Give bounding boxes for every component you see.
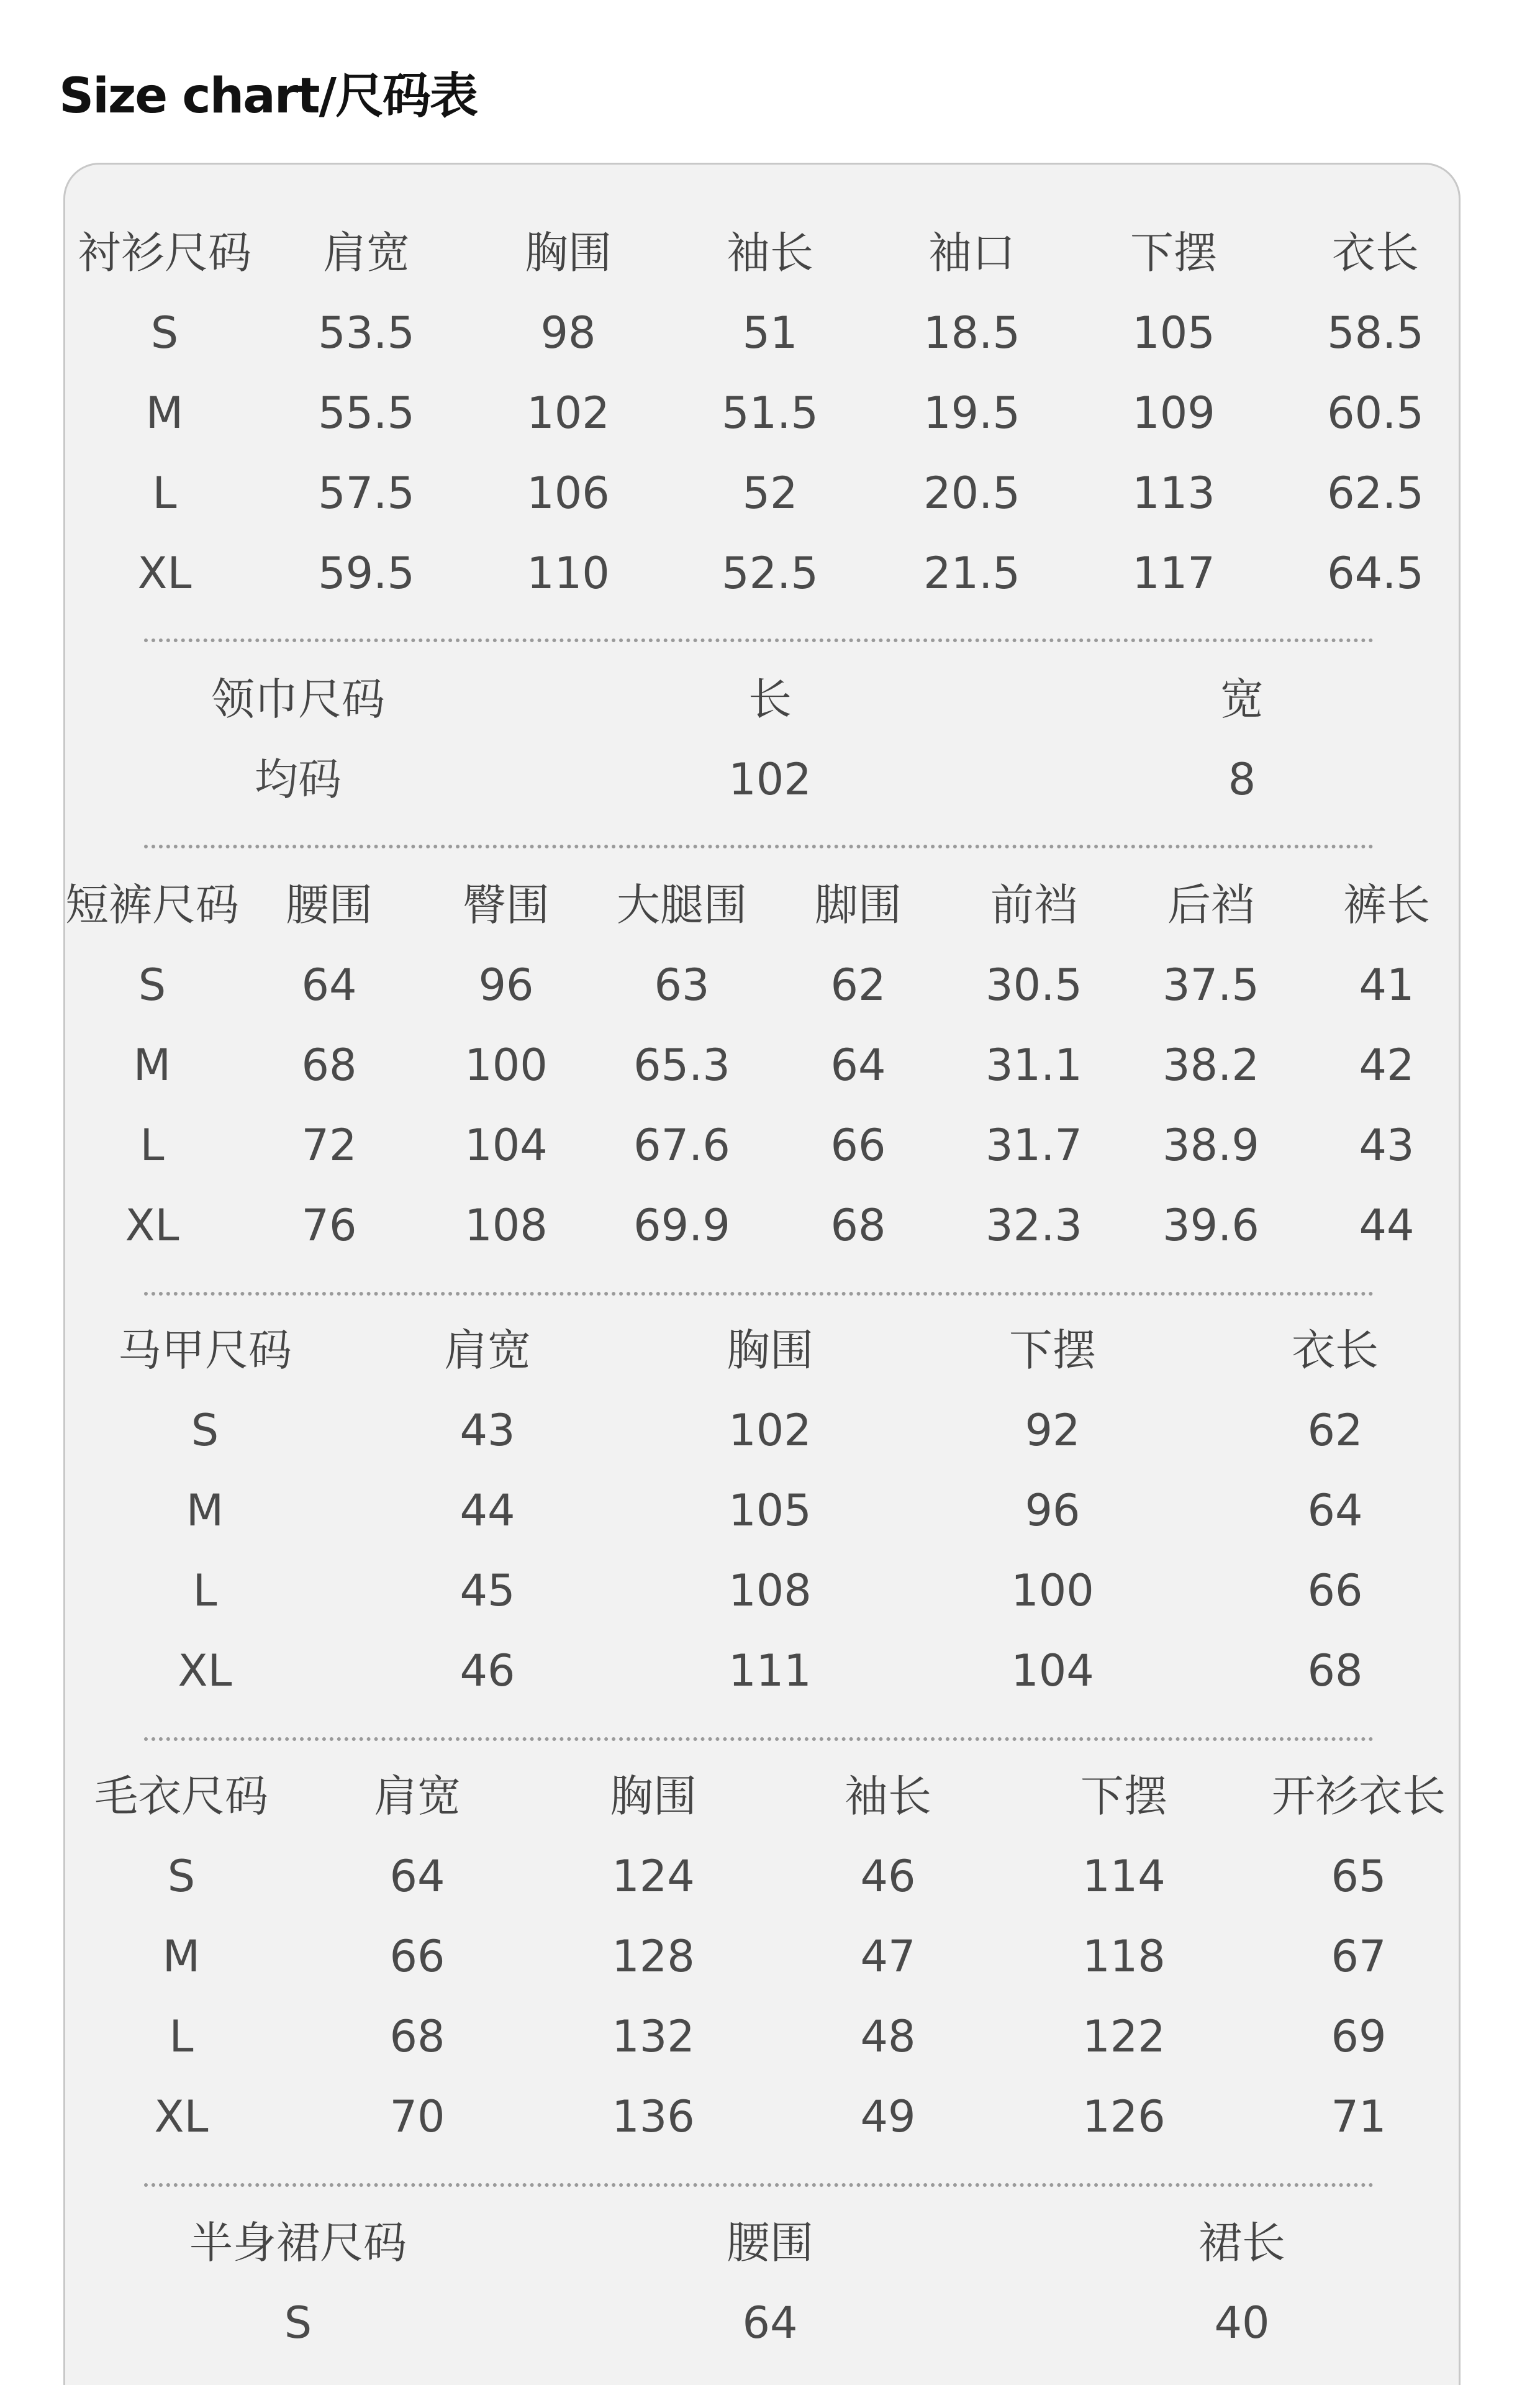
table-cell: 69.9 [633, 1200, 730, 1251]
table-cell: 55.5 [318, 388, 415, 438]
table-cell: 62 [1307, 1405, 1363, 1456]
table-cell: 136 [612, 2091, 695, 2142]
table-cell: 122 [1082, 2011, 1166, 2062]
table-cell: 44 [1359, 1200, 1415, 1251]
table-cell: 105 [1132, 307, 1215, 358]
table-cell: 100 [1011, 1565, 1094, 1616]
column-header: 裙长 [1198, 2217, 1285, 2268]
column-header: 衬衫尺码 [78, 227, 251, 278]
table-cell: 48 [860, 2011, 916, 2062]
table-cell: 72 [301, 1120, 357, 1171]
table-row [0, 945, 1540, 1025]
table-cell: 126 [1082, 2091, 1166, 2142]
size-label: S [150, 307, 179, 358]
table-cell: 114 [1082, 1851, 1166, 1902]
table-row [0, 1917, 1540, 1996]
size-label: S [167, 1851, 196, 1902]
table-row [0, 1391, 1540, 1470]
table-row [0, 453, 1540, 533]
section-divider [144, 2183, 1374, 2187]
table-cell: 38.9 [1162, 1120, 1259, 1171]
table-cell: 43 [460, 1405, 515, 1456]
column-header: 胸围 [525, 227, 612, 278]
shirt-header-row [0, 213, 1540, 293]
size-label: M [133, 1040, 171, 1091]
table-cell: 110 [527, 548, 610, 599]
column-header: 下摆 [1130, 227, 1217, 278]
column-header: 短裤尺码 [65, 879, 239, 930]
column-header: 领巾尺码 [211, 674, 385, 725]
size-label: M [145, 388, 184, 438]
table-cell: 51.5 [722, 388, 818, 438]
table-cell: 96 [478, 960, 534, 1011]
table-cell: 64 [742, 2297, 798, 2348]
shorts-header-row [0, 865, 1540, 945]
table-cell: 66 [1307, 1565, 1363, 1616]
table-cell: 42 [1359, 1040, 1415, 1091]
column-header: 袖长 [727, 227, 813, 278]
column-header: 马甲尺码 [118, 1325, 292, 1376]
table-cell: 38.2 [1162, 1040, 1259, 1091]
table-cell: 65.3 [633, 1040, 730, 1091]
table-cell: 20.5 [923, 468, 1020, 519]
table-cell: 39.6 [1162, 1200, 1259, 1251]
column-header: 臀围 [463, 879, 550, 930]
size-label: 均码 [255, 754, 342, 805]
size-label: XL [178, 1645, 232, 1696]
table-cell: 68 [301, 1040, 357, 1091]
table-row [0, 1997, 1540, 2076]
column-header: 袖长 [845, 1771, 931, 1822]
table-cell: 64 [1307, 1485, 1363, 1536]
column-header: 胸围 [610, 1771, 697, 1822]
column-header: 下摆 [1009, 1325, 1096, 1376]
page-title: Size chart/尺码表 [59, 68, 478, 124]
table-cell: 102 [728, 754, 812, 805]
table-cell: 52.5 [722, 548, 818, 599]
table-cell: 96 [1025, 1485, 1080, 1536]
table-row [0, 1025, 1540, 1105]
column-header: 胸围 [727, 1325, 813, 1376]
section-divider [144, 638, 1374, 642]
size-label: L [169, 2011, 194, 2062]
table-cell: 67.6 [633, 1120, 730, 1171]
size-label: S [284, 2297, 312, 2348]
size-label: XL [125, 1200, 179, 1251]
column-header: 下摆 [1080, 1771, 1167, 1822]
table-cell: 66 [830, 1120, 886, 1171]
table-cell: 44 [460, 1485, 515, 1536]
table-cell: 117 [1132, 548, 1215, 599]
table-cell: 41 [1359, 960, 1415, 1011]
table-cell: 132 [612, 2011, 695, 2062]
table-cell: 43 [1359, 1120, 1415, 1171]
table-cell: 59.5 [318, 548, 415, 599]
table-cell: 31.1 [985, 1040, 1082, 1091]
table-cell: 46 [860, 1851, 916, 1902]
table-row [0, 1551, 1540, 1630]
table-cell: 47 [860, 1931, 916, 1982]
table-cell: 64 [389, 1851, 445, 1902]
column-header: 后裆 [1167, 879, 1254, 930]
table-cell: 113 [1132, 468, 1215, 519]
table-cell: 69 [1331, 2011, 1387, 2062]
table-cell: 46 [460, 1645, 515, 1696]
table-cell: 8 [1228, 754, 1256, 805]
table-cell: 31.7 [985, 1120, 1082, 1171]
column-header: 肩宽 [323, 227, 410, 278]
table-cell: 30.5 [985, 960, 1082, 1011]
table-cell: 32.3 [985, 1200, 1082, 1251]
column-header: 腰围 [727, 2217, 813, 2268]
table-cell: 68 [389, 2011, 445, 2062]
table-cell: 104 [1011, 1645, 1094, 1696]
table-cell: 63 [654, 960, 710, 1011]
table-cell: 60.5 [1327, 388, 1424, 438]
table-cell: 98 [540, 307, 596, 358]
column-header: 大腿围 [617, 879, 747, 930]
table-cell: 53.5 [318, 307, 415, 358]
column-header: 宽 [1220, 674, 1264, 725]
column-header: 衣长 [1332, 227, 1419, 278]
vest-header-row [0, 1311, 1540, 1390]
column-header: 半身裙尺码 [189, 2217, 407, 2268]
column-header: 毛衣尺码 [94, 1771, 268, 1822]
table-cell: 118 [1082, 1931, 1166, 1982]
table-row [0, 534, 1540, 613]
size-label: L [140, 1120, 165, 1171]
table-row [0, 2077, 1540, 2156]
table-cell: 21.5 [923, 548, 1020, 599]
table-cell: 100 [464, 1040, 548, 1091]
column-header: 腰围 [286, 879, 373, 930]
size-label: XL [154, 2091, 209, 2142]
table-cell: 102 [527, 388, 610, 438]
table-cell: 51 [742, 307, 798, 358]
table-cell: 64 [301, 960, 357, 1011]
table-cell: 40 [1214, 2297, 1270, 2348]
table-cell: 52 [742, 468, 798, 519]
table-cell: 67 [1331, 1931, 1387, 1982]
table-row [0, 293, 1540, 373]
table-cell: 108 [728, 1565, 812, 1616]
table-cell: 66 [389, 1931, 445, 1982]
column-header: 前裆 [990, 879, 1077, 930]
table-cell: 57.5 [318, 468, 415, 519]
table-cell: 37.5 [1162, 960, 1259, 1011]
table-cell: 45 [460, 1565, 515, 1616]
table-cell: 105 [728, 1485, 812, 1536]
table-cell: 92 [1025, 1405, 1080, 1456]
column-header: 袖口 [928, 227, 1015, 278]
section-divider [144, 845, 1374, 848]
table-cell: 58.5 [1327, 307, 1424, 358]
section-divider [144, 1737, 1374, 1741]
size-label: S [191, 1405, 219, 1456]
table-cell: 18.5 [923, 307, 1020, 358]
table-cell: 62.5 [1327, 468, 1424, 519]
column-header: 肩宽 [444, 1325, 531, 1376]
table-row [0, 373, 1540, 453]
table-cell: 71 [1331, 2091, 1387, 2142]
table-cell: 64 [830, 1040, 886, 1091]
column-header: 裤长 [1343, 879, 1430, 930]
column-header: 长 [748, 674, 792, 725]
table-row [0, 1471, 1540, 1550]
column-header: 开衫衣长 [1272, 1771, 1446, 1822]
table-cell: 62 [830, 960, 886, 1011]
table-cell: 102 [728, 1405, 812, 1456]
skirt-header-row [0, 2203, 1540, 2283]
table-cell: 49 [860, 2091, 916, 2142]
table-row [0, 2283, 1540, 2363]
column-header: 肩宽 [374, 1771, 461, 1822]
table-cell: 106 [527, 468, 610, 519]
table-cell: 19.5 [923, 388, 1020, 438]
table-row [0, 1106, 1540, 1185]
table-row [0, 1631, 1540, 1710]
table-cell: 68 [830, 1200, 886, 1251]
table-cell: 124 [612, 1851, 695, 1902]
table-cell: 104 [464, 1120, 548, 1171]
sweater-header-row [0, 1756, 1540, 1836]
size-label: S [138, 960, 166, 1011]
table-cell: 70 [389, 2091, 445, 2142]
table-row [0, 740, 1540, 819]
table-cell: 128 [612, 1931, 695, 1982]
column-header: 脚围 [815, 879, 902, 930]
table-cell: 109 [1132, 388, 1215, 438]
table-cell: 108 [464, 1200, 548, 1251]
table-cell: 65 [1331, 1851, 1387, 1902]
table-cell: 64.5 [1327, 548, 1424, 599]
table-cell: 111 [728, 1645, 812, 1696]
scarf-header-row [0, 660, 1540, 739]
size-label: M [186, 1485, 224, 1536]
table-row [0, 1837, 1540, 1916]
table-cell: 68 [1307, 1645, 1363, 1696]
table-cell: 76 [301, 1200, 357, 1251]
size-label: L [192, 1565, 217, 1616]
table-row [0, 1186, 1540, 1265]
size-label: XL [137, 548, 192, 599]
section-divider [144, 1292, 1374, 1296]
column-header: 衣长 [1292, 1325, 1379, 1376]
size-label: M [162, 1931, 201, 1982]
size-label: L [152, 468, 177, 519]
